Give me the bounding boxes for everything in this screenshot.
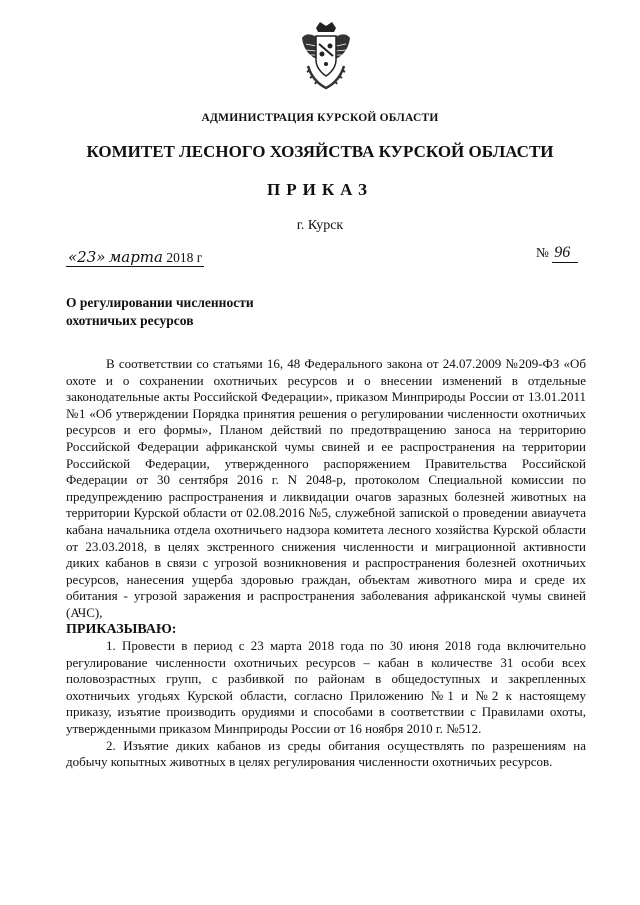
city-label: г. Курск — [296, 218, 344, 233]
committee-heading: КОМИТЕТ ЛЕСНОГО ХОЗЯЙСТВА КУРСКОЙ ОБЛАСТИ — [86, 142, 554, 161]
date-day: «23» — [68, 248, 106, 266]
order-subject — [66, 294, 254, 330]
number-prefix: № — [536, 245, 549, 260]
order-item-1: 1. Провести в период с 23 марта 2018 года по 30 июня 2018 года включительно регулирование численности охотничьих ресурсов – кабан в количестве 31 особи всех половозрастных групп, с разбивкой по районам в общедоступных и закрепленных охотничьих угодьях Курской области, согласно Приложению №1 и №2 к настоящему приказу, изъятие производить орудиями и способами в соответствии с Правилами охоты, утвержденными приказом Минприроды России от 16 ноября 2010 г. №512. — [66, 638, 586, 737]
order-directive: ПРИКАЗЫВАЮ: — [66, 621, 177, 637]
date-year: 2018 г — [166, 250, 203, 265]
order-date — [66, 248, 204, 267]
order-item-2: 2. Изъятие диких кабанов из среды обитания осуществлять по разрешениям на добычу копытных животных в целях регулирования численности охотничьих ресурсов. — [66, 737, 586, 770]
number-value: 96 — [552, 244, 578, 263]
preamble-paragraph: В соответствии со статьями 16, 48 Федерального закона от 24.07.2009 №209-ФЗ «Об охоте и о сохранении охотничьих ресурсов и о внесении изменений в отдельные законодательные акты Российской Федерации», приказом Минприроды России от 13.01.2011 №1 «Об утверждении Порядка принятия решения о регулировании численности охотничьих ресурсов и его формы», Планом действий по предотвращению заноса на территорию Российской Федерации африканской чумы свиней и ее распространения на территории Российской Федерации, утвержденного распоряжением Правительства Российской Федерации от 30 сентября 2016 г. N 2048-р, протоколом Специальной комиссии по предупреждению распространения и ликвидации очагов заразных болезней животных на территории Курской области от 02.08.2016 №5, служебной запиской о проведении авиаучета кабана начальника отдела охотничьего надзора комитета лесного хозяйства Курской области от 23.03.2018, в целях экстренного снижения численности и миграционной активности диких кабанов в связи с угрозой возникновения и распространения болезней охотничьих ресурсов, нанесения ущерба здоровью граждан, объектам животного мира и среде их обитания - угрозой заражения и распространения заболевания африканской чумы свиней (АЧС), — [66, 356, 586, 620]
administration-heading: АДМИНИСТРАЦИЯ КУРСКОЙ ОБЛАСТИ — [201, 112, 439, 124]
order-body — [66, 356, 586, 771]
date-month: марта — [108, 248, 163, 266]
order-number — [536, 244, 578, 263]
subject-line-2: охотничьих ресурсов — [66, 313, 194, 328]
coat-of-arms-emblem — [298, 20, 354, 92]
subject-line-1: О регулировании численности — [66, 295, 254, 310]
document-type-title: ПРИКАЗ — [267, 180, 373, 199]
